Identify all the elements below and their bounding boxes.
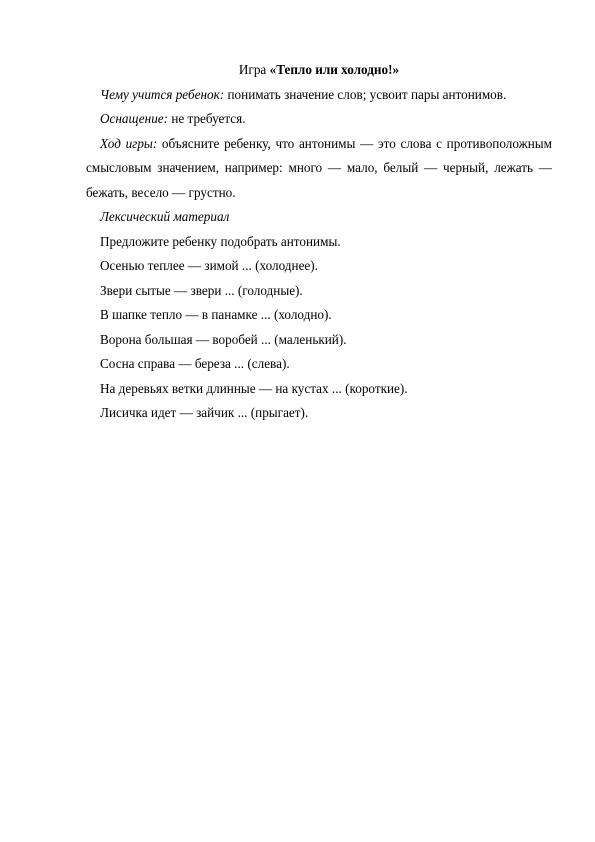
- lexical-heading: Лексический материал: [100, 209, 230, 224]
- equipment-paragraph: [86, 107, 552, 132]
- equipment-label: Оснащение:: [100, 111, 169, 126]
- lexical-line: Лисичка идет — зайчик ... (прыгает).: [100, 405, 309, 420]
- document-body: [86, 58, 552, 426]
- lexical-line: Звери сытые — звери ... (голодные).: [100, 282, 303, 298]
- game-title: [86, 58, 552, 83]
- procedure-label: Ход игры:: [100, 135, 158, 151]
- procedure-text: объясните ребенку, что антонимы — это слова с противоположным смысловым значением, например: много — мало, белый — черный, лежать — бежать, весело — грустно.: [86, 135, 552, 200]
- learns-paragraph: [86, 83, 552, 108]
- lexical-line: В шапке тепло — в панамке ... (холодно).: [100, 307, 332, 322]
- lexical-line: Предложите ребенку подобрать антонимы.: [100, 233, 341, 249]
- learns-text: понимать значение слов; усвоит пары антонимов.: [224, 86, 507, 102]
- title-prefix: Игра: [238, 62, 270, 77]
- lexical-line: Ворона большая — воробей ... (маленький).: [100, 331, 347, 347]
- equipment-text: не требуется.: [168, 111, 246, 126]
- title-name: «Тепло или холодно!»: [269, 62, 400, 77]
- learns-label: Чему учится ребенок:: [100, 86, 225, 102]
- lexical-line: Осенью теплее — зимой ... (холоднее).: [100, 258, 318, 273]
- procedure-paragraph: [86, 132, 552, 206]
- lexical-line: Сосна справа — береза ... (слева).: [100, 356, 290, 371]
- lexical-line: На деревьях ветки длинные — на кустах ... (короткие).: [100, 380, 408, 396]
